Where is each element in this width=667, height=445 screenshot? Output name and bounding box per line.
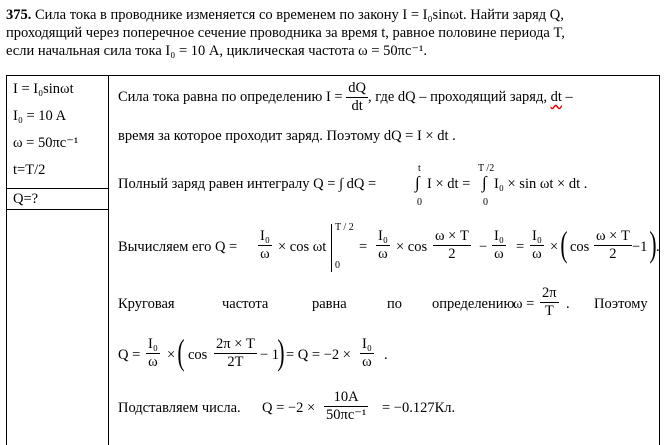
fraction-i0-w	[258, 228, 272, 263]
numerator: 10A	[324, 389, 368, 407]
fraction-2piT-2T	[214, 336, 257, 371]
fraction-wT-2	[594, 228, 632, 263]
solution-line-7	[118, 386, 518, 432]
numerator: 2π	[542, 285, 557, 301]
text: =	[516, 239, 525, 255]
fraction-i0-w	[146, 336, 160, 371]
text: Сила тока равна по определению I =	[118, 88, 343, 105]
given-item: ω = 50πc⁻¹	[13, 135, 79, 151]
problem-number: 375.	[6, 7, 32, 23]
numerator: I₀	[532, 228, 542, 244]
paren-open: (	[177, 332, 185, 372]
text: Круговая	[118, 296, 175, 312]
fraction-wT-2	[433, 228, 471, 263]
denominator: ω	[378, 246, 388, 262]
text: = Q = −2 ×	[286, 347, 351, 363]
text: .	[656, 239, 660, 255]
numerator: I₀	[362, 336, 372, 352]
upper-limit: T / 2	[335, 222, 354, 233]
denominator: ω	[362, 354, 372, 370]
fraction-i0-w	[360, 336, 374, 371]
fraction-10A	[324, 389, 368, 424]
fraction-i0-w	[492, 228, 506, 263]
text: dt	[550, 88, 562, 105]
text: по	[387, 296, 403, 312]
text: Полный заряд равен интегралу Q = ∫ dQ =	[118, 176, 377, 192]
numerator: I₀	[378, 228, 388, 244]
text: определению	[432, 296, 515, 312]
fraction-i0-w	[530, 228, 544, 263]
denominator: ω	[260, 246, 270, 262]
text: .	[384, 347, 388, 363]
lower-limit: 0	[417, 197, 422, 208]
numerator: ω × T	[435, 228, 469, 244]
solution-line-2: время за которое проходит заряд. Поэтому dQ = I × dt .	[118, 128, 456, 144]
solution-line-4	[118, 222, 658, 274]
text: Подставляем числа.	[118, 400, 241, 416]
numerator: I₀	[494, 228, 504, 244]
given-column	[6, 75, 109, 445]
numerator: dQ	[348, 80, 366, 96]
denominator: ω	[532, 246, 542, 262]
numerator: 2π × T	[216, 336, 255, 352]
upper-limit: T /2	[478, 163, 495, 174]
find-item: Q=?	[13, 191, 39, 207]
text: .	[566, 296, 570, 312]
problem-statement	[6, 6, 660, 60]
denominator: dt	[351, 98, 363, 114]
solution-line-1	[118, 80, 573, 115]
given-item: I₀ = 10 A	[13, 108, 67, 124]
denominator: ω	[148, 354, 158, 370]
text: ×	[550, 239, 559, 255]
text: −1	[632, 239, 648, 255]
problem-line-3: если начальная сила тока I₀ = 10 А, циклическая частота ω = 50πс⁻¹.	[6, 43, 428, 59]
text: I₀ × sin ωt × dt .	[494, 176, 588, 192]
denominator: 2T	[227, 354, 244, 370]
given-item: t=T/2	[13, 162, 46, 178]
find-divider	[6, 209, 109, 210]
text: × cos	[396, 239, 428, 255]
given-item: I = I₀sinωt	[13, 81, 74, 97]
problem-line-2: проходящий через поперечное сечение проводника за время t, равное половине периода T,	[6, 25, 565, 41]
denominator: 50πc⁻¹	[326, 407, 367, 423]
numerator: I₀	[148, 336, 158, 352]
text: × cos ωt	[278, 239, 327, 255]
paren-close: )	[277, 332, 285, 372]
problem-line-1: Сила тока в проводнике изменяется со временем по закону I = I₀sinωt. Найти заряд Q,	[35, 7, 564, 23]
denominator: ω	[494, 246, 504, 262]
text: I × dt =	[427, 176, 471, 192]
text: = −0.127Кл.	[382, 400, 456, 416]
text: –	[565, 88, 573, 105]
text: Поэтому	[594, 296, 648, 312]
text: Вычисляем его Q =	[118, 239, 238, 255]
text: частота	[222, 296, 269, 312]
fraction-i0-w	[376, 228, 390, 263]
numerator: I₀	[260, 228, 270, 244]
integral-sign: ∫	[482, 173, 487, 192]
given-divider	[6, 188, 109, 189]
numerator: ω × T	[596, 228, 630, 244]
text: Q = −2 ×	[262, 400, 316, 416]
integral-sign: ∫	[415, 173, 420, 192]
text: Q =	[118, 347, 141, 363]
text: =	[359, 239, 368, 255]
upper-limit: t	[418, 163, 421, 174]
fraction-dq-dt	[346, 80, 368, 115]
text: ω =	[513, 296, 535, 312]
lower-limit: 0	[483, 197, 488, 208]
text: −	[479, 239, 488, 255]
solution-line-5	[118, 284, 658, 324]
text: − 1	[260, 347, 280, 363]
paren-open: (	[560, 224, 568, 264]
solution-line-6	[118, 333, 418, 377]
text: cos	[188, 347, 208, 363]
text: равна	[312, 296, 347, 312]
lower-limit: 0	[335, 260, 340, 271]
text: , где dQ – проходящий заряд,	[367, 88, 547, 105]
denominator: 2	[448, 246, 456, 262]
evaluation-bar	[331, 224, 332, 272]
fraction-2pi-T	[540, 285, 559, 320]
paren-close: )	[649, 224, 657, 264]
denominator: T	[544, 303, 554, 319]
text: cos	[570, 239, 590, 255]
denominator: 2	[609, 246, 617, 262]
text: ×	[167, 347, 176, 363]
